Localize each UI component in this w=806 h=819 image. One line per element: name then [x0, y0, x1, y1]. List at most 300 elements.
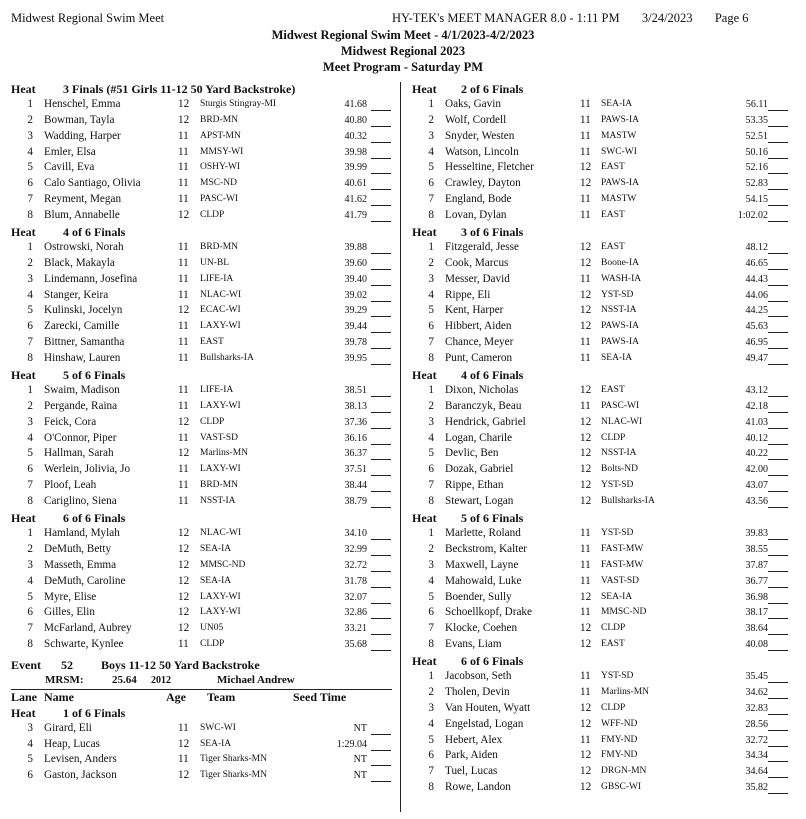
team-name: Sturgis Stingray-MI — [200, 98, 277, 109]
lane-number: 4 — [27, 145, 33, 158]
team-name: FAST-MW — [601, 543, 644, 554]
result-blank-line — [768, 746, 788, 747]
team-name: SEA-IA — [200, 575, 232, 586]
team-name: DRGN-MN — [601, 766, 647, 777]
swimmer-age: 11 — [178, 463, 189, 476]
team-name: LAXY-WI — [200, 591, 241, 602]
result-blank-line — [768, 285, 788, 286]
team-name: SEA-IA — [601, 591, 633, 602]
result-blank-line — [371, 348, 391, 349]
seed-time: 43.12 — [745, 384, 768, 396]
seed-time: 32.99 — [344, 543, 367, 555]
entry-row — [11, 241, 392, 257]
swimmer-name: Maxwell, Layne — [445, 558, 519, 571]
seed-time: 32.72 — [344, 559, 367, 571]
lane-number: 6 — [428, 177, 434, 190]
result-blank-line — [371, 650, 391, 651]
entry-row — [11, 447, 392, 463]
seed-time: 38.13 — [344, 400, 367, 412]
heat-label: Heat — [11, 225, 36, 240]
seed-time: 39.88 — [344, 241, 367, 253]
lane-number: 5 — [27, 753, 33, 766]
team-name: GBSC-WI — [601, 782, 642, 793]
entry-row — [11, 193, 392, 209]
software-version: HY-TEK's MEET MANAGER 8.0 - 1:11 PM — [392, 11, 620, 25]
result-blank-line — [371, 781, 391, 782]
result-blank-line — [371, 587, 391, 588]
heat-header — [412, 654, 797, 670]
entry-row — [11, 463, 392, 479]
seed-time: 35.68 — [344, 639, 367, 651]
entry-row — [11, 114, 392, 130]
entry-row — [412, 130, 797, 146]
lane-number: 3 — [27, 272, 33, 285]
swimmer-name: Baranczyk, Beau — [445, 399, 522, 412]
team-name: Bullsharks-IA — [601, 496, 655, 507]
team-name: MSC-ND — [200, 178, 237, 189]
swimmer-age: 11 — [178, 721, 189, 734]
swimmer-age: 11 — [580, 209, 591, 222]
result-blank-line — [371, 126, 391, 127]
result-blank-line — [371, 634, 391, 635]
swimmer-age: 11 — [178, 431, 189, 444]
lane-number: 5 — [428, 447, 434, 460]
swimmer-name: Park, Aiden — [445, 749, 498, 762]
result-blank-line — [768, 221, 788, 222]
lane-number: 5 — [428, 733, 434, 746]
swimmer-age: 12 — [580, 781, 592, 794]
team-name: YST-SD — [601, 289, 634, 300]
swimmer-name: Ploof, Leah — [44, 479, 97, 492]
seed-time: 36.77 — [745, 575, 768, 587]
lane-number: 7 — [27, 622, 33, 635]
swimmer-name: Masseth, Emma — [44, 558, 117, 571]
heat-title: 5 of 6 Finals — [63, 368, 126, 383]
swimmer-name: Chance, Meyer — [445, 336, 514, 349]
entry-row — [412, 734, 797, 750]
seed-time: 36.37 — [344, 448, 367, 460]
swimmer-name: Calo Santiago, Olivia — [44, 177, 141, 190]
result-blank-line — [768, 555, 788, 556]
team-name: LAXY-WI — [200, 607, 241, 618]
swimmer-age: 12 — [178, 113, 190, 126]
swimmer-name: Swaim, Madison — [44, 383, 120, 396]
result-blank-line — [371, 428, 391, 429]
result-blank-line — [371, 475, 391, 476]
swimmer-age: 12 — [178, 606, 190, 619]
team-name: LIFE-IA — [200, 384, 234, 395]
swimmer-name: Myre, Elise — [44, 590, 97, 603]
entry-row — [412, 527, 797, 543]
swimmer-name: Oaks, Gavin — [445, 97, 501, 110]
lane-number: 3 — [27, 558, 33, 571]
left-column — [11, 82, 392, 785]
seed-time: NT — [353, 754, 367, 766]
lane-number: 3 — [428, 415, 434, 428]
result-blank-line — [768, 634, 788, 635]
swimmer-age: 11 — [178, 399, 189, 412]
lane-number: 2 — [428, 685, 434, 698]
swimmer-age: 12 — [580, 701, 592, 714]
swimmer-name: Lindemann, Josefina — [44, 272, 138, 285]
print-date: 3/24/2023 — [641, 11, 693, 25]
lane-number: 6 — [27, 320, 33, 333]
lane-number: 8 — [27, 638, 33, 651]
swimmer-name: Hesseltine, Fletcher — [445, 161, 534, 174]
lane-number: 1 — [428, 383, 434, 396]
seed-time: 32.72 — [745, 734, 768, 746]
entry-row — [11, 753, 392, 769]
lane-number: 1 — [428, 97, 434, 110]
result-blank-line — [371, 221, 391, 222]
entry-row — [412, 749, 797, 765]
record-label: MRSM: — [45, 673, 84, 686]
lane-number: 1 — [27, 240, 33, 253]
lane-number: 1 — [428, 669, 434, 682]
swimmer-age: 11 — [580, 352, 591, 365]
team-name: NSST-IA — [601, 305, 637, 316]
result-blank-line — [768, 698, 788, 699]
swimmer-age: 11 — [178, 272, 189, 285]
entry-row — [11, 638, 392, 654]
result-blank-line — [371, 618, 391, 619]
lane-number: 4 — [428, 574, 434, 587]
result-blank-line — [371, 539, 391, 540]
team-name: Bolts-ND — [601, 464, 638, 475]
team-name: CLDP — [200, 639, 225, 650]
swimmer-age: 11 — [178, 193, 189, 206]
team-name: PAWS-IA — [601, 337, 639, 348]
swimmer-name: Reyment, Megan — [44, 193, 122, 206]
swimmer-name: Hebert, Alex — [445, 733, 503, 746]
seed-time: 41.68 — [344, 98, 367, 110]
team-name: SWC-WI — [200, 722, 236, 733]
swimmer-age: 12 — [580, 447, 592, 460]
col-seed-header: Seed Time — [293, 689, 347, 704]
result-blank-line — [768, 507, 788, 508]
swimmer-age: 11 — [178, 129, 189, 142]
page-info-header — [392, 11, 749, 26]
swimmer-age: 12 — [580, 463, 592, 476]
swimmer-age: 11 — [178, 256, 189, 269]
team-name: BRD-MN — [200, 241, 239, 252]
entry-row — [412, 781, 797, 797]
team-name: LIFE-IA — [200, 273, 234, 284]
result-blank-line — [768, 777, 788, 778]
swimmer-age: 11 — [178, 288, 189, 301]
swimmer-name: Wadding, Harper — [44, 129, 121, 142]
lane-number: 6 — [27, 177, 33, 190]
heat-label: Heat — [11, 511, 36, 526]
lane-number: 7 — [27, 193, 33, 206]
team-name: Marlins-MN — [601, 686, 650, 697]
swimmer-name: Schoellkopf, Drake — [445, 606, 532, 619]
result-blank-line — [371, 765, 391, 766]
swimmer-name: Boender, Sully — [445, 590, 512, 603]
seed-time: 56.11 — [745, 98, 768, 110]
meet-name-header: Midwest Regional Swim Meet — [11, 11, 165, 25]
seed-time: 42.18 — [745, 400, 768, 412]
swimmer-age: 12 — [580, 749, 592, 762]
lane-number: 7 — [428, 622, 434, 635]
heat-label: Heat — [11, 705, 36, 720]
team-name: PAWS-IA — [601, 321, 639, 332]
seed-time: 42.00 — [745, 464, 768, 476]
lane-number: 6 — [428, 606, 434, 619]
entry-row — [11, 416, 392, 432]
swimmer-age: 11 — [580, 558, 591, 571]
column-divider — [400, 82, 401, 812]
lane-number: 8 — [27, 495, 33, 508]
heat-header — [11, 82, 392, 98]
result-blank-line — [371, 364, 391, 365]
swimmer-age: 12 — [178, 447, 190, 460]
session-title: Meet Program - Saturday PM — [322, 60, 484, 74]
seed-time: 40.12 — [745, 432, 768, 444]
seed-time: 32.86 — [344, 607, 367, 619]
swimmer-name: Bittner, Samantha — [44, 336, 125, 349]
team-name: NSST-IA — [200, 496, 236, 507]
seed-time: 32.83 — [745, 702, 768, 714]
lane-number: 3 — [27, 415, 33, 428]
swimmer-age: 12 — [178, 415, 190, 428]
swimmer-age: 11 — [580, 399, 591, 412]
entry-row — [412, 686, 797, 702]
heat-title: 6 of 6 Finals — [63, 511, 126, 526]
seed-time: 39.29 — [344, 305, 367, 317]
seed-time: 52.51 — [745, 130, 768, 142]
seed-time: 39.44 — [344, 321, 367, 333]
page-number: Page 6 — [714, 11, 749, 25]
lane-number: 5 — [428, 590, 434, 603]
swimmer-name: Snyder, Westen — [445, 129, 515, 142]
result-blank-line — [768, 730, 788, 731]
result-blank-line — [371, 189, 391, 190]
team-name: UN-BL — [200, 257, 230, 268]
swimmer-age: 12 — [178, 97, 190, 110]
entry-row — [412, 384, 797, 400]
result-blank-line — [768, 269, 788, 270]
swimmer-name: Crawley, Dayton — [445, 177, 521, 190]
lane-number: 8 — [428, 781, 434, 794]
entry-row — [11, 320, 392, 336]
swimmer-age: 11 — [178, 479, 189, 492]
entry-row — [412, 447, 797, 463]
team-name: NLAC-WI — [200, 527, 242, 538]
swimmer-age: 12 — [580, 638, 592, 651]
heat-title: 1 of 6 Finals — [63, 705, 126, 720]
result-blank-line — [371, 444, 391, 445]
event-label: Event — [11, 658, 41, 673]
entry-row — [412, 257, 797, 273]
seed-time: 43.07 — [745, 480, 768, 492]
lane-number: 6 — [27, 606, 33, 619]
result-blank-line — [371, 459, 391, 460]
heat-label: Heat — [11, 368, 36, 383]
swimmer-name: Blum, Annabelle — [44, 209, 120, 222]
swimmer-age: 12 — [178, 769, 190, 782]
lane-number: 3 — [428, 701, 434, 714]
swimmer-age: 12 — [580, 320, 592, 333]
entry-row — [412, 559, 797, 575]
swimmer-age: 12 — [178, 737, 190, 750]
result-blank-line — [768, 316, 788, 317]
swimmer-name: Black, Makayla — [44, 256, 115, 269]
entry-row — [412, 209, 797, 225]
team-name: EAST — [601, 639, 625, 650]
seed-time: 35.45 — [745, 670, 768, 682]
result-blank-line — [768, 444, 788, 445]
heat-label: Heat — [412, 368, 437, 383]
swimmer-age: 11 — [580, 574, 591, 587]
result-blank-line — [768, 793, 788, 794]
result-blank-line — [768, 571, 788, 572]
seed-time: 41.03 — [745, 416, 768, 428]
swimmer-name: Girard, Eli — [44, 721, 92, 734]
entry-row — [11, 257, 392, 273]
entry-row — [412, 416, 797, 432]
team-name: YST-SD — [601, 527, 634, 538]
meet-subtitle: Midwest Regional 2023 — [340, 44, 466, 58]
swimmer-name: Feick, Cora — [44, 415, 97, 428]
entry-row — [412, 432, 797, 448]
lane-number: 2 — [27, 542, 33, 555]
swimmer-name: Devlic, Ben — [445, 447, 499, 460]
team-name: PASC-WI — [601, 400, 640, 411]
lane-number: 2 — [428, 113, 434, 126]
heat-label: Heat — [412, 511, 437, 526]
team-name: ECAC-WI — [200, 305, 241, 316]
seed-time: 34.64 — [745, 766, 768, 778]
seed-time: 40.32 — [344, 130, 367, 142]
lane-number: 8 — [27, 209, 33, 222]
result-blank-line — [371, 491, 391, 492]
result-blank-line — [371, 412, 391, 413]
seed-time: 35.82 — [745, 782, 768, 794]
swimmer-name: Tuel, Lucas — [445, 765, 498, 778]
team-name: YST-SD — [601, 670, 634, 681]
swimmer-age: 11 — [178, 145, 189, 158]
result-blank-line — [768, 459, 788, 460]
swimmer-age: 12 — [580, 383, 592, 396]
seed-time: 37.87 — [745, 559, 768, 571]
swimmer-name: Logan, Charile — [445, 431, 513, 444]
result-blank-line — [371, 158, 391, 159]
heat-header — [412, 225, 797, 241]
seed-time: 40.22 — [745, 448, 768, 460]
entry-row — [412, 479, 797, 495]
swimmer-name: Hamland, Mylah — [44, 526, 120, 539]
swimmer-name: Marlette, Roland — [445, 526, 521, 539]
lane-number: 2 — [428, 542, 434, 555]
result-blank-line — [371, 396, 391, 397]
seed-time: 39.99 — [344, 162, 367, 174]
seed-time: 39.02 — [344, 289, 367, 301]
swimmer-name: Fitzgerald, Jesse — [445, 240, 519, 253]
result-blank-line — [768, 412, 788, 413]
entry-row — [412, 591, 797, 607]
team-name: NLAC-WI — [601, 416, 643, 427]
team-name: MMSY-WI — [200, 146, 244, 157]
entry-row — [11, 209, 392, 225]
col-team-header: Team — [207, 689, 236, 704]
seed-time: 38.44 — [344, 480, 367, 492]
swimmer-name: Cook, Marcus — [445, 256, 509, 269]
lane-number: 3 — [27, 129, 33, 142]
team-name: EAST — [601, 162, 625, 173]
swimmer-name: Ostrowski, Norah — [44, 240, 124, 253]
team-name: MMSC-ND — [601, 607, 647, 618]
swimmer-age: 12 — [580, 288, 592, 301]
seed-time: 52.16 — [745, 162, 768, 174]
entry-row — [11, 304, 392, 320]
heat-title: 4 of 6 Finals — [63, 225, 126, 240]
team-name: FMY-ND — [601, 734, 638, 745]
heat-label: Heat — [412, 654, 437, 669]
entry-row — [412, 495, 797, 511]
team-name: SWC-WI — [601, 146, 637, 157]
swimmer-name: Kent, Harper — [445, 304, 504, 317]
seed-time: 31.78 — [344, 575, 367, 587]
entry-row — [412, 241, 797, 257]
entry-row — [11, 575, 392, 591]
swimmer-age: 11 — [580, 336, 591, 349]
lane-number: 7 — [27, 336, 33, 349]
seed-time: 46.65 — [745, 257, 768, 269]
team-name: OSHY-WI — [200, 162, 241, 173]
swimmer-age: 11 — [580, 685, 591, 698]
swimmer-age: 12 — [178, 558, 190, 571]
lane-number: 4 — [27, 288, 33, 301]
column-header-row — [11, 690, 392, 706]
swimmer-age: 12 — [580, 177, 592, 190]
lane-number: 5 — [428, 161, 434, 174]
result-blank-line — [768, 332, 788, 333]
swimmer-age: 11 — [580, 145, 591, 158]
entry-row — [412, 765, 797, 781]
event-title-row — [11, 658, 392, 674]
team-name: Marlins-MN — [200, 448, 249, 459]
seed-time: 32.07 — [344, 591, 367, 603]
swimmer-age: 11 — [580, 669, 591, 682]
heat-header — [11, 706, 392, 722]
lane-number: 1 — [27, 526, 33, 539]
swimmer-name: Dixon, Nicholas — [445, 383, 519, 396]
seed-time: 53.35 — [745, 114, 768, 126]
col-lane-header: Lane — [11, 689, 38, 704]
swimmer-age: 11 — [580, 129, 591, 142]
lane-number: 2 — [27, 399, 33, 412]
result-blank-line — [768, 189, 788, 190]
entry-row — [412, 718, 797, 734]
lane-number: 6 — [428, 320, 434, 333]
swimmer-name: Jacobson, Seth — [445, 669, 512, 682]
entry-row — [11, 289, 392, 305]
swimmer-name: Kulinski, Jocelyn — [44, 304, 123, 317]
heat-title: 2 of 6 Finals — [461, 82, 524, 96]
entry-row — [412, 273, 797, 289]
swimmer-age: 11 — [178, 638, 189, 651]
lane-number: 3 — [27, 721, 33, 734]
result-blank-line — [768, 428, 788, 429]
heat-header — [11, 225, 392, 241]
lane-number: 8 — [428, 638, 434, 651]
lane-number: 2 — [27, 113, 33, 126]
entry-row — [412, 352, 797, 368]
team-name: UN05 — [200, 623, 224, 634]
lane-number: 6 — [27, 463, 33, 476]
team-name: CLDP — [200, 210, 225, 221]
